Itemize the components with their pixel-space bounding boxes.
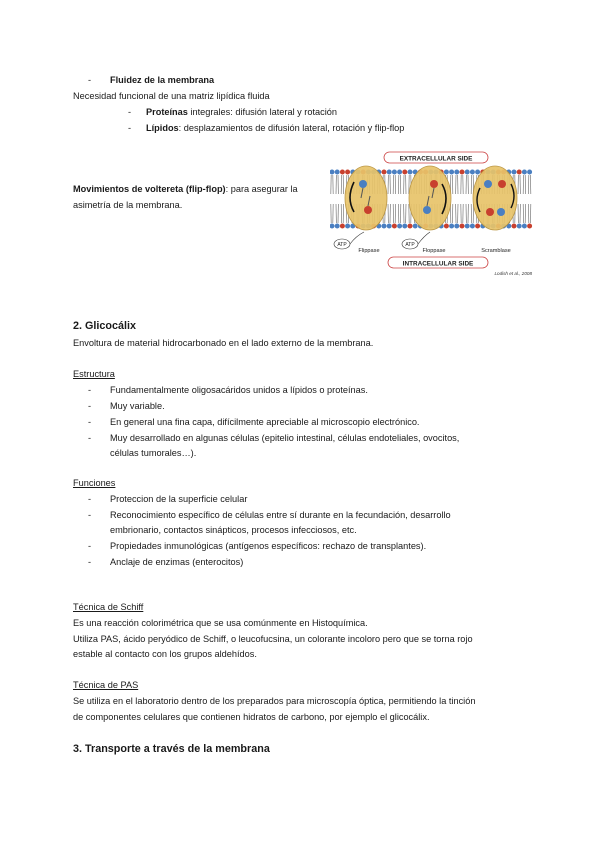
lipid-head	[340, 170, 345, 175]
funciones-item: Propiedades inmunológicas (antígenos específicos: rechazo de transplantes).	[110, 541, 427, 551]
lipid-head	[465, 170, 470, 175]
lipid-head	[397, 224, 402, 229]
atp-arrow	[418, 232, 430, 244]
funciones-item: Reconocimiento específico de células entre sí durante en la fecundación, desarrollo	[110, 510, 451, 520]
lipid-head	[460, 170, 465, 175]
lipid-head	[345, 170, 350, 175]
bullet-dash: -	[88, 557, 92, 567]
lipid-head	[527, 224, 532, 229]
lipid-head	[512, 170, 517, 175]
lipid-head	[397, 170, 402, 175]
lipids-label: Lípidos	[146, 123, 179, 133]
flipflop-line2: asimetría de la membrana.	[73, 200, 183, 210]
funciones-item: Proteccion de la superficie celular	[110, 494, 248, 504]
lipid-head	[382, 170, 387, 175]
lipid-head	[408, 224, 413, 229]
flipflop-desc: : para asegurar la	[225, 184, 298, 194]
estructura-item-continued: células tumorales…).	[110, 448, 197, 458]
pas-title: Técnica de PAS	[73, 680, 139, 690]
fluidity-intro: Necesidad funcional de una matriz lipídica fluida	[73, 91, 270, 101]
schiff-line: Utiliza PAS, ácido peryódico de Schiff, o leucofucsina, un colorante incoloro pero que se torna rojo	[73, 634, 473, 644]
flippase-label: Flippase	[358, 248, 380, 254]
lipid-head	[517, 224, 522, 229]
atp-label: ATP	[405, 242, 415, 249]
atp-marker-2	[402, 239, 418, 249]
bullet-dash: -	[88, 510, 92, 520]
flippase-protein	[345, 166, 387, 230]
lipid-head	[454, 224, 459, 229]
estructura-item: Fundamentalmente oligosacáridos unidos a lípidos o proteínas.	[110, 385, 368, 395]
lipid-head	[465, 224, 470, 229]
lipid-head	[413, 224, 418, 229]
fluidity-title: Fluidez de la membrana	[110, 75, 215, 85]
floppase-label: Floppase	[422, 248, 446, 254]
lipid-head	[330, 224, 335, 229]
bullet-dash: -	[88, 433, 92, 443]
schiff-line: estable al contacto con los grupos aldehídos.	[73, 649, 257, 659]
lipid-head	[382, 224, 387, 229]
lipid-head	[475, 224, 480, 229]
pas-line: Se utiliza en el laboratorio dentro de los preparados para microscopía óptica, permitiendo la tinción	[73, 696, 476, 706]
lipid-head	[454, 170, 459, 175]
lipid-head	[335, 170, 340, 175]
lipid-head	[340, 224, 345, 229]
atp-marker-1	[334, 239, 350, 249]
intracellular-label: INTRACELLULAR SIDE	[402, 260, 474, 268]
flipflop-label: Movimientos de voltereta (flip-flop)	[73, 184, 226, 194]
lipid-head	[517, 170, 522, 175]
section-heading-glicocalix: 2. Glicocálix	[73, 320, 137, 332]
lipid-head	[444, 170, 449, 175]
proteins-label: Proteínas	[146, 107, 188, 117]
lipid-head	[392, 170, 397, 175]
lipid-head	[444, 224, 449, 229]
estructura-title: Estructura	[73, 369, 115, 379]
schiff-line: Es una reacción colorimétrica que se usa comúnmente en Histoquímica.	[73, 618, 368, 628]
lipids-item	[146, 122, 404, 134]
lipid-head	[402, 170, 407, 175]
bullet-dash: -	[128, 107, 132, 117]
bullet-dash: -	[88, 541, 92, 551]
lipid-head	[475, 170, 480, 175]
section-heading-transporte: 3. Transporte a través de la membrana	[73, 743, 270, 755]
lipid-head	[449, 224, 454, 229]
floppase-protein	[409, 166, 451, 230]
lipid-head	[335, 224, 340, 229]
lipid-head	[449, 170, 454, 175]
bullet-dash: -	[88, 385, 92, 395]
atp-arrow	[350, 232, 364, 244]
proteins-item	[146, 106, 337, 118]
funciones-title: Funciones	[73, 478, 116, 488]
bullet-dash: -	[88, 494, 92, 504]
proteins-desc: integrales: difusión lateral y rotación	[187, 107, 337, 117]
scramblase-label: Scramblase	[481, 248, 511, 254]
bullet-dash: -	[128, 123, 132, 133]
funciones-item-continued: embrionario, contactos sinápticos, procesos infecciosos, etc.	[110, 525, 357, 535]
lipid-head	[387, 224, 392, 229]
lipid-head	[470, 224, 475, 229]
lipid-head	[408, 170, 413, 175]
bullet-dash: -	[88, 417, 92, 427]
lipid-head	[460, 224, 465, 229]
estructura-item: Muy desarrollado en algunas células (epitelio intestinal, células endoteliales, ovocitos,	[110, 433, 460, 443]
lipid-head	[470, 170, 475, 175]
scramblase-protein	[473, 166, 517, 230]
estructura-item: En general una fina capa, difícilmente apreciable al microscopio electrónico.	[110, 417, 420, 427]
lipid-head	[402, 224, 407, 229]
extracellular-label: EXTRACELLULAR SIDE	[399, 155, 473, 163]
bullet-dash: -	[88, 401, 92, 411]
lipid-head	[527, 170, 532, 175]
lipid-head	[522, 170, 527, 175]
estructura-item: Muy variable.	[110, 401, 165, 411]
lipid-head	[522, 224, 527, 229]
bullet-dash: -	[88, 75, 92, 85]
glicocalix-intro: Envoltura de material hidrocarbonado en el lado externo de la membrana.	[73, 338, 374, 348]
lipid-head	[345, 224, 350, 229]
lipid-head	[330, 170, 335, 175]
lipid-head	[512, 224, 517, 229]
flipflop-line1	[73, 183, 298, 195]
lipid-head	[387, 170, 392, 175]
pas-line: de componentes celulares que contienen hidratos de carbono, por ejemplo el glicocálix.	[73, 712, 430, 722]
membrane-flip-flop-figure	[330, 148, 536, 278]
lipids-desc: : desplazamientos de difusión lateral, rotación y flip-flop	[178, 123, 405, 133]
funciones-item: Anclaje de enzimas (enterocitos)	[110, 557, 244, 567]
atp-label: ATP	[337, 242, 347, 249]
lipid-head	[392, 224, 397, 229]
figure-credit: Lodish et al., 2008	[494, 271, 532, 276]
schiff-title: Técnica de Schiff	[73, 602, 144, 612]
